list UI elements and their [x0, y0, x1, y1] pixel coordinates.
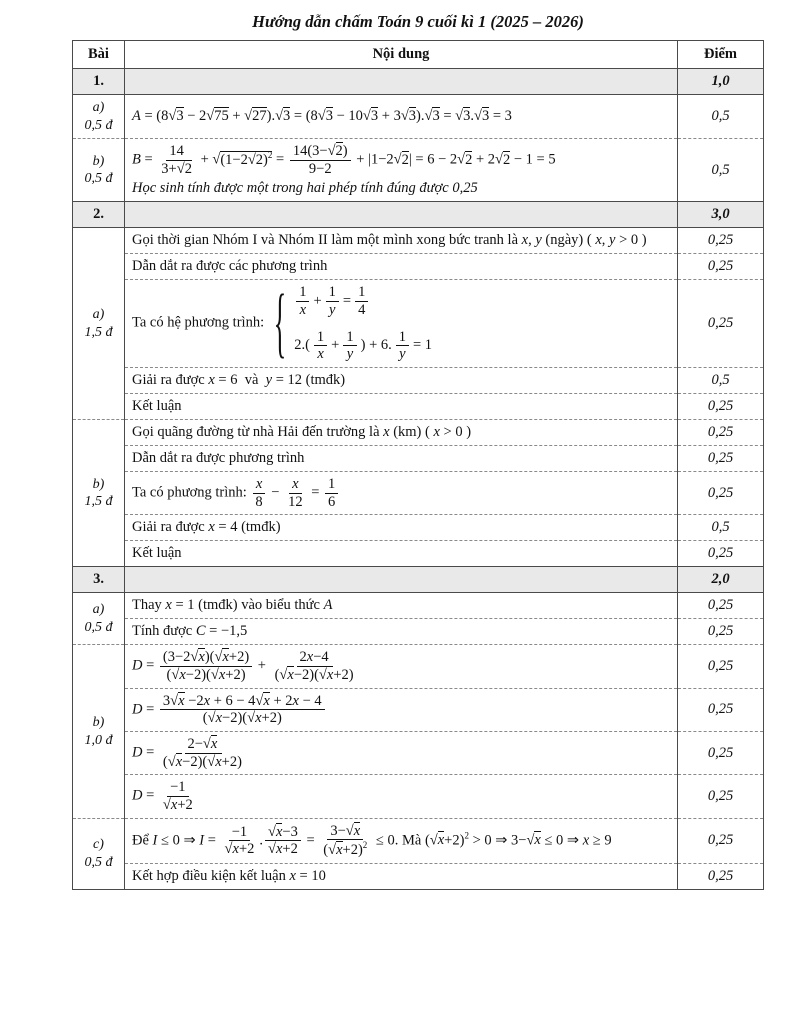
part-cell — [73, 95, 125, 139]
criterion-note: Học sinh tính được một trong hai phép tính đúng được 0,25 — [132, 180, 478, 197]
criterion-content: Kết luận — [125, 394, 678, 420]
criterion-content: D = $\frac{3√x -2x + 6 - 4√x + 2x - 4}{(√x-2)(√x+2)}$ — [125, 688, 678, 731]
section-empty-cell — [125, 202, 678, 228]
section-row-1 — [73, 69, 764, 95]
criterion-score: 0,25 — [678, 472, 764, 515]
criterion-score: 0,25 — [678, 254, 764, 280]
criterion-row — [73, 732, 764, 775]
criterion-score: 0,5 — [678, 515, 764, 541]
part-cell — [73, 593, 125, 645]
criterion-content: Thay x = 1 (tmđk) vào biểu thức A — [125, 593, 678, 619]
criterion-row — [73, 472, 764, 515]
grading-table — [72, 40, 764, 890]
criterion-content: Kết luận — [125, 541, 678, 567]
criterion-score: 0,25 — [678, 818, 764, 863]
criterion-row — [73, 95, 764, 139]
part-cell — [73, 645, 125, 818]
criterion-content: Giải ra được x = 6 và y = 12 (tmđk) — [125, 368, 678, 394]
part-cell — [73, 228, 125, 420]
criterion-score: 0,25 — [678, 280, 764, 368]
part-points: 0,5 đ — [84, 619, 113, 635]
section-total: 2,0 — [678, 567, 764, 593]
part-label: b) — [92, 476, 105, 492]
section-number: 1. — [73, 69, 125, 95]
criterion-content: D = $\frac{(3-2√x)(√x+2)}{(√x-2)(√x+2)}$ + $\frac{2x-4}{(√x-2)(√x+2)}$ — [125, 645, 678, 688]
part-label: b) — [92, 715, 105, 731]
criterion-row — [73, 515, 764, 541]
criterion-row — [73, 775, 764, 818]
column-header-noidung: Nội dung — [125, 41, 678, 69]
section-total: 3,0 — [678, 202, 764, 228]
column-header-diem: Điểm — [678, 41, 764, 69]
criterion-content: Để I ≤ 0 ⇒ I = $\frac{-1}{√x+2}$ . $\frac{√x-3}{√x+2}$ = $\frac{3-√x}{(√x+2)^2}$ ≤ 0. Mà $(√x+2)^2 > 0$ ⇒ 3−√x ≤ 0 ⇒ x ≥ 9 — [125, 818, 678, 863]
section-number: 3. — [73, 567, 125, 593]
criterion-score: 0,25 — [678, 394, 764, 420]
table-header-row — [73, 41, 764, 69]
criterion-score: 0,25 — [678, 541, 764, 567]
part-cell — [73, 139, 125, 202]
section-total: 1,0 — [678, 69, 764, 95]
criterion-content: A = (8√3 − 2√75 + √27).√3 = (8√3 − 10√3 + 3√3).√3 = √3.√3 = 3 — [125, 95, 678, 139]
criterion-score: 0,25 — [678, 619, 764, 645]
part-points: 0,5 đ — [84, 854, 113, 870]
part-cell — [73, 420, 125, 567]
part-cell — [73, 818, 125, 889]
part-points: 1,5 đ — [84, 324, 113, 340]
criterion-content: D = $\frac{-1}{√x+2}$ — [125, 775, 678, 818]
criterion-row — [73, 863, 764, 889]
part-points: 0,5 đ — [84, 117, 113, 133]
criterion-score: 0,25 — [678, 645, 764, 688]
part-label: a) — [92, 602, 105, 618]
criterion-row — [73, 139, 764, 202]
criterion-row — [73, 593, 764, 619]
part-label: c) — [93, 837, 104, 853]
section-row-3 — [73, 567, 764, 593]
criterion-content: Gọi quãng đường từ nhà Hải đến trường là x (km) ( x > 0 ) — [125, 420, 678, 446]
criterion-content: D = $\frac{2-√x}{(√x-2)(√x+2)}$ — [125, 732, 678, 775]
column-header-bai: Bài — [73, 41, 125, 69]
criterion-content: Ta có hệ phương trình: { $\frac{1}{x}$ + $\frac{1}{y}$ = $\frac{1}{4}$ 2.( $\frac{1}{x}$ + $\frac{1}{y}$ ) + 6. $\frac{1}{y}$ = 1 — [125, 280, 678, 368]
criterion-score: 0,25 — [678, 688, 764, 731]
criterion-score: 0,5 — [678, 139, 764, 202]
section-number: 2. — [73, 202, 125, 228]
criterion-score: 0,25 — [678, 863, 764, 889]
part-label: b) — [92, 153, 105, 169]
criterion-row — [73, 394, 764, 420]
criterion-score: 0,5 — [678, 368, 764, 394]
part-points: 1,5 đ — [84, 494, 113, 510]
criterion-score: 0,25 — [678, 420, 764, 446]
criterion-score: 0,25 — [678, 593, 764, 619]
criterion-row — [73, 619, 764, 645]
criterion-content — [125, 139, 678, 202]
criterion-row — [73, 420, 764, 446]
criterion-row — [73, 280, 764, 368]
criterion-row — [73, 368, 764, 394]
criterion-score: 0,5 — [678, 95, 764, 139]
part-label: a) — [92, 307, 105, 323]
criterion-row — [73, 446, 764, 472]
criterion-row — [73, 688, 764, 731]
criterion-score: 0,25 — [678, 732, 764, 775]
criterion-content: Ta có phương trình: $\frac{x}{8}$ − $\frac{x}{12}$ = $\frac{1}{6}$ — [125, 472, 678, 515]
criterion-content: Kết hợp điều kiện kết luận x = 10 — [125, 863, 678, 889]
page-title: Hướng dẫn chấm Toán 9 cuối kì 1 (2025 – 2026) — [252, 12, 584, 31]
criterion-content: Gọi thời gian Nhóm I và Nhóm II làm một mình xong bức tranh là x, y (ngày) ( x, y > 0 ) — [125, 228, 678, 254]
section-row-2 — [73, 202, 764, 228]
section-empty-cell — [125, 567, 678, 593]
criterion-row — [73, 645, 764, 688]
part-points: 1,0 đ — [84, 732, 113, 748]
criterion-content: Dẫn dắt ra được các phương trình — [125, 254, 678, 280]
part-points: 0,5 đ — [84, 171, 113, 187]
criterion-score: 0,25 — [678, 446, 764, 472]
part-label: a) — [92, 100, 105, 115]
criterion-row — [73, 818, 764, 863]
criterion-content: Giải ra được x = 4 (tmđk) — [125, 515, 678, 541]
section-empty-cell — [125, 69, 678, 95]
criterion-row — [73, 541, 764, 567]
criterion-score: 0,25 — [678, 775, 764, 818]
criterion-row — [73, 254, 764, 280]
criterion-content: Tính được C = −1,5 — [125, 619, 678, 645]
criterion-row — [73, 228, 764, 254]
criterion-score: 0,25 — [678, 228, 764, 254]
criterion-formula: B = $\frac{14}{3+√2}$ + $√(1-2√2)^2$ = $\frac{14(3-√2)}{9-2}$ + |1−2√2| = 6 − 2√2 + 2√2 − 1 = 5 — [132, 143, 556, 177]
criterion-content: Dẫn dắt ra được phương trình — [125, 446, 678, 472]
